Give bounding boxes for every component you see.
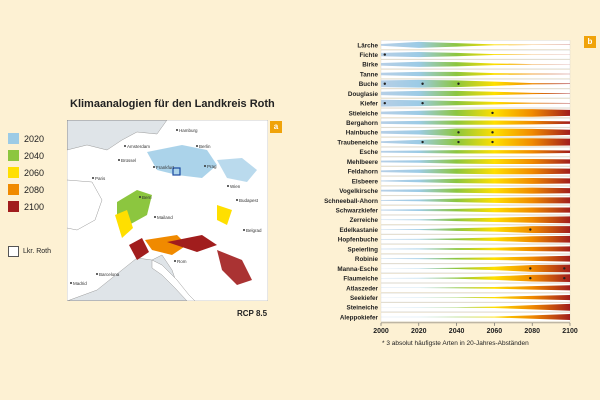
x-tick-label: 2040 [448,327,465,335]
species-label: Fichte [359,51,378,59]
city-dot [154,216,156,218]
species-label: Bergahorn [346,120,378,128]
species-row [360,99,570,108]
legend-swatch [8,167,19,178]
species-row [337,138,570,147]
city-label: Bern [142,195,152,200]
species-row [350,293,570,302]
species-label: Buche [358,81,378,89]
x-tick-label: 2020 [411,327,427,335]
species-label: Flaumeiche [343,275,378,283]
city-label: Barcelona [99,272,120,277]
city-dot [243,229,245,231]
species-row [347,157,570,166]
top-species-dot [421,141,423,143]
species-label: Vogelkirsche [339,188,378,196]
map-legend [8,130,44,215]
species-row [348,245,570,254]
species-label: Atlaszeder [346,285,378,293]
city-dot [196,145,198,147]
legend-roth-label: Lkr. Roth [23,248,52,255]
species-row [348,167,570,176]
species-label: Seekiefer [349,294,378,302]
city-label: Belgrad [246,228,262,233]
species-label: Zerreiche [349,217,378,225]
city-dot [176,129,178,131]
species-label: Tanne [359,71,378,79]
species-row [346,118,570,127]
species-label: Hainbuche [345,129,378,137]
scenario-label: RCP 8.5 [237,309,268,318]
species-chart [300,25,600,335]
city-label: Rom [177,259,187,264]
top-species-dot [491,131,493,133]
species-row [360,70,570,79]
city-dot [174,260,176,262]
species-row [337,264,570,273]
roth-box-icon [8,246,19,257]
city-dot [139,196,141,198]
species-row [347,303,571,312]
species-label: Birke [362,61,378,69]
legend-swatch [8,150,19,161]
top-species-dot [421,83,423,85]
species-row [359,50,570,59]
city-dot [96,273,98,275]
legend-item-2020 [8,130,44,147]
species-label: Robinie [354,256,378,264]
legend-roth [8,246,51,257]
species-row [350,215,570,224]
panel-tag-b: b [584,36,596,48]
species-row [324,196,570,205]
top-species-dot [384,83,386,85]
species-label: Speierling [347,246,378,254]
city-label: Mailand [157,215,173,220]
species-row [338,235,570,244]
species-row [346,283,570,292]
city-dot [153,166,155,168]
city-dot [227,185,229,187]
species-row [362,60,570,69]
top-species-dot [384,102,386,104]
city-label: Berlin [199,144,211,149]
species-label: Elsbeere [351,178,378,186]
species-label: Schwarzkiefer [335,207,378,215]
legend-item-2080 [8,181,44,198]
map-title: Klimaanalogien für den Landkreis Roth [70,98,275,110]
city-label: Madrid [73,281,87,286]
species-label: Esche [359,149,378,157]
top-species-dot [529,228,531,230]
chart-footnote: * 3 absolut häufigste Arten in 20-Jahres-Abständen [382,340,529,347]
panel-tag-a: a [270,121,282,133]
legend-item-2040 [8,147,44,164]
species-row [359,79,570,88]
species-label: Kiefer [360,100,378,108]
city-dot [204,165,206,167]
species-label: Traubeneiche [337,139,378,147]
species-label: Steineiche [346,304,378,312]
species-row [346,128,570,137]
top-species-dot [421,102,423,104]
europe-map [67,120,268,301]
city-label: Paris [95,176,106,181]
legend-label: 2100 [24,201,45,212]
city-label: Frankfurt [156,165,175,170]
x-tick-label: 2100 [562,327,578,335]
legend-swatch [8,184,19,195]
species-row [336,206,570,215]
top-species-dot [529,267,531,269]
city-dot [92,177,94,179]
species-row [339,186,570,195]
top-species-dot [563,277,565,279]
city-label: Amsterdam [127,144,151,149]
top-species-dot [457,83,459,85]
species-label: Stieleiche [348,110,378,118]
city-dot [70,282,72,284]
legend-item-2100 [8,198,44,215]
city-label: Budapest [239,198,259,203]
species-label: Hopfenbuche [337,236,378,244]
x-tick-label: 2060 [486,327,503,335]
city-dot [124,145,126,147]
city-label: Prag [207,164,217,169]
species-label: Douglasie [347,90,378,98]
top-species-dot [529,277,531,279]
legend-item-2060 [8,164,44,181]
species-row [352,176,570,185]
species-row [348,89,570,98]
city-label: Hamburg [179,128,198,133]
city-dot [118,159,120,161]
species-row [349,108,570,117]
species-label: Lärche [357,42,378,50]
legend-label: 2060 [24,167,45,178]
legend-label: 2080 [24,184,45,195]
species-row [343,274,570,283]
top-species-dot [563,267,565,269]
species-label: Schneeball-Ahorn [324,197,378,205]
city-label: Brüssel [121,158,137,163]
x-tick-label: 2080 [524,327,540,335]
species-row [359,147,570,156]
species-label: Mehlbeere [346,158,378,166]
city-dot [236,199,238,201]
species-row [355,254,570,263]
top-species-dot [491,112,493,114]
top-species-dot [457,131,459,133]
legend-label: 2040 [24,150,45,161]
top-species-dot [457,141,459,143]
species-row [339,225,570,234]
legend-swatch [8,133,19,144]
top-species-dot [491,141,493,143]
legend-label: 2020 [24,133,45,144]
species-label: Edelkastanie [339,226,378,234]
top-species-dot [384,53,386,55]
species-row [357,40,570,49]
legend-swatch [8,201,19,212]
city-label: Wien [230,184,241,189]
x-tick-label: 2000 [373,327,389,335]
species-label: Aleppokiefer [339,314,378,322]
species-band [381,120,570,124]
species-label: Manna-Esche [337,265,378,273]
species-row [340,313,570,322]
species-label: Feldahorn [347,168,378,176]
